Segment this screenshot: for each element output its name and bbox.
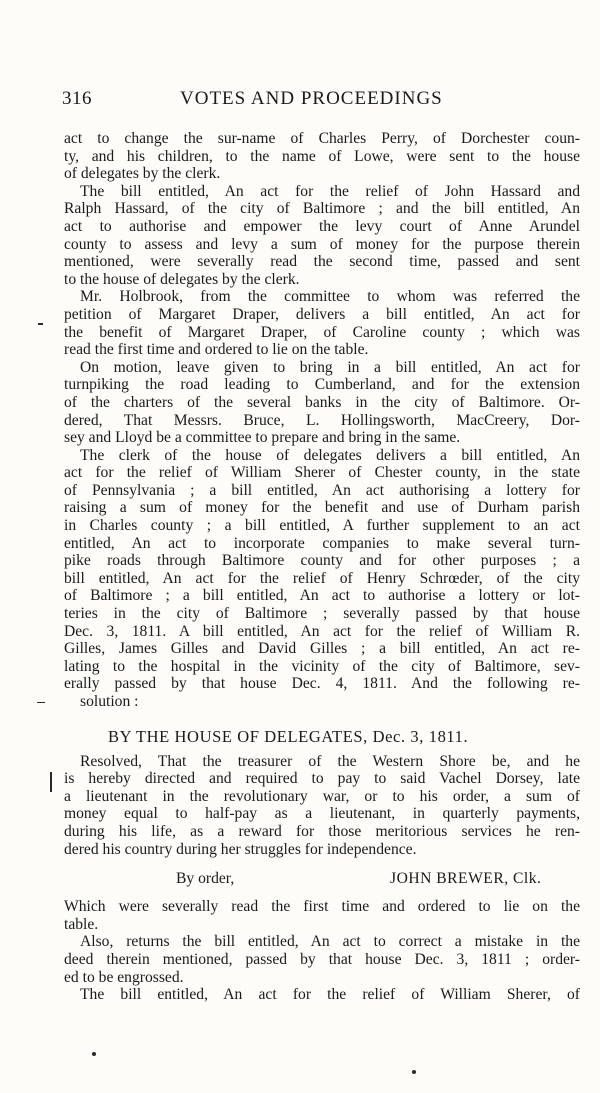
text-line: Resolved, That the treasurer of the Western Shore be, and he: [80, 752, 580, 770]
page-header: [62, 88, 482, 116]
paragraph: [64, 288, 580, 358]
text-line: mentioned, were severally read the second time, passed and sent: [64, 253, 580, 271]
text-line: Also, returns the bill entitled, An act to correct a mistake in the: [80, 933, 580, 951]
text-line: ed to be engrossed.: [64, 968, 184, 986]
text-line: petition of Margaret Draper, delivers a bill entitled, An act for: [64, 305, 580, 323]
text-line: ty, and his children, to the name of Lowe, were sent to the house: [64, 147, 580, 165]
resolution-heading: BY THE HOUSE OF DELEGATES, Dec. 3, 1811.: [108, 726, 469, 746]
text-line: Ralph Hassard, of the city of Baltimore ; and the bill entitled, An: [64, 200, 580, 218]
margin-mark: [50, 772, 52, 792]
text-line: raising a sum of money for the benefit and use of Durham parish: [64, 499, 580, 517]
text-line: deed therein mentioned, passed by that house Dec. 3, 1811 ; order-: [64, 950, 580, 968]
paragraph: [64, 130, 580, 183]
text-line: solution :: [80, 693, 139, 710]
text-line: act for the relief of William Sherer of Chester county, in the state: [64, 464, 580, 482]
text-line: On motion, leave given to bring in a bill entitled, An act for: [80, 358, 580, 376]
text-line: during his life, as a reward for those meritorious services he ren-: [64, 822, 580, 840]
text-line: The clerk of the house of delegates delivers a bill entitled, An: [80, 446, 580, 464]
paragraph: [64, 933, 580, 986]
paragraph: [64, 986, 580, 1004]
text-line: act to authorise and empower the levy court of Anne Arundel: [64, 217, 580, 235]
margin-mark: [38, 323, 43, 325]
text-line: county to assess and levy a sum of money for the purpose therein: [64, 235, 580, 253]
text-line: The bill entitled, An act for the relief of John Hassard and: [80, 182, 580, 200]
text-line: Which were severally read the first time and ordered to lie on the: [64, 898, 580, 916]
text-line: to the house of delegates by the clerk.: [64, 270, 300, 288]
text-line: pike roads through Baltimore county and for other purposes ; a: [64, 552, 580, 570]
text-line: bill entitled, An act for the relief of Henry Schrœder, of the city: [64, 569, 580, 587]
signature-name: JOHN BREWER, Clk.: [390, 870, 542, 888]
paragraph: [64, 359, 580, 447]
text-line: sey and Lloyd be a committee to prepare and bring in the same.: [64, 429, 461, 447]
text-line: turnpiking the road leading to Cumberland, and for the extension: [64, 376, 580, 394]
text-line: the benefit of Margaret Draper, of Caroline county ; which was: [64, 323, 580, 341]
paragraph: [64, 447, 580, 711]
page-number: 316: [62, 88, 92, 109]
text-line: entitled, An act to incorporate companies to make several turn-: [64, 534, 580, 552]
margin-mark: [412, 1070, 416, 1074]
margin-mark: [92, 1052, 96, 1056]
text-line: is hereby directed and required to pay to said Vachel Dorsey, late: [64, 770, 580, 788]
text-line: Gilles, James Gilles and David Gilles ; a bill entitled, An act re-: [64, 640, 580, 658]
text-line: a lieutenant in the revolutionary war, or to his order, a sum of: [64, 787, 580, 805]
body-text: [64, 130, 580, 1004]
text-line: money equal to half-pay as a lieutenant, in quarterly payments,: [64, 805, 580, 823]
paragraph: [64, 183, 580, 289]
text-line: Mr. Holbrook, from the committee to whom was referred the: [80, 288, 580, 306]
paragraph: [64, 898, 580, 933]
text-line: table.: [64, 915, 99, 933]
text-line: Dec. 3, 1811. A bill entitled, An act for the relief of William R.: [64, 622, 580, 640]
text-line: of delegates by the clerk.: [64, 165, 221, 183]
margin-mark: [37, 702, 45, 703]
text-line: teries in the city of Baltimore ; severally passed by that house: [64, 605, 580, 623]
text-line: of Baltimore ; a bill entitled, An act to authorise a lottery or lot-: [64, 587, 580, 605]
running-head: VOTES AND PROCEEDINGS: [180, 88, 443, 109]
text-line: act to change the sur-name of Charles Perry, of Dorchester coun-: [64, 130, 580, 147]
text-line: erally passed by that house Dec. 4, 1811. And the following re-: [64, 675, 580, 693]
text-line: dered his country during her struggles for independence.: [64, 840, 417, 858]
text-line: of the charters of the several banks in the city of Baltimore. Or-: [64, 393, 580, 411]
text-line: read the first time and ordered to lie on the table.: [64, 341, 369, 359]
text-line: of Pennsylvania ; a bill entitled, An act authorising a lottery for: [64, 481, 580, 499]
resolution-paragraph: [64, 753, 580, 859]
signature-order: By order,: [176, 870, 235, 888]
text-line: lating to the hospital in the vicinity of the city of Baltimore, sev-: [64, 657, 580, 675]
text-line: The bill entitled, An act for the relief of William Sherer, of: [80, 986, 580, 1004]
text-line: dered, That Messrs. Bruce, L. Hollingsworth, MacCreery, Dor-: [64, 411, 580, 429]
text-line: in Charles county ; a bill entitled, A further supplement to an act: [64, 517, 580, 535]
signature-block: [64, 868, 580, 890]
